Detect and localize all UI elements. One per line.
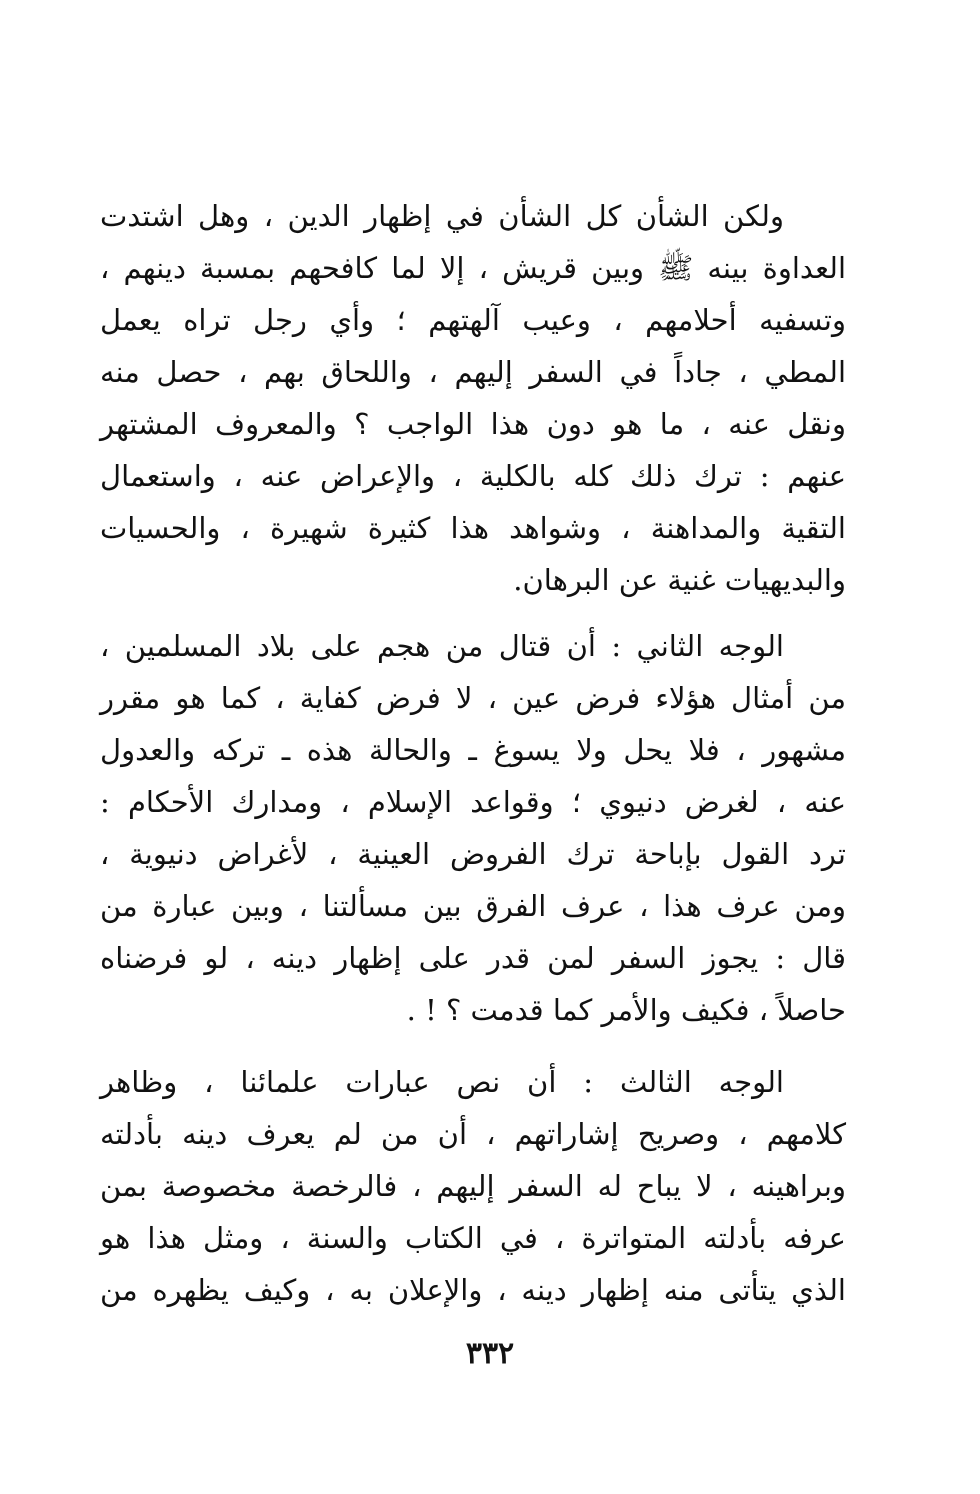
page-number: ٣٣٢	[465, 1336, 515, 1371]
paragraph-line: ترد القول بإباحة ترك الفروض العينية ، لأغراض دنيوية ،	[100, 837, 846, 871]
paragraph-line: ولكن الشأن كل الشأن في إظهار الدين ، وهل اشتدت	[100, 199, 784, 233]
paragraph-line: العداوة بينه ﷺ وبين قريش ، إلا لما كافحهم بمسبة دينهم ،	[100, 251, 846, 285]
paragraph-line: والبديهيات غنية عن البرهان.	[513, 563, 846, 597]
paragraph-line: عنه ، لغرض دنيوي ؛ وقواعد الإسلام ، ومدارك الأحكام :	[100, 785, 846, 819]
paragraph-line: ومن عرف هذا ، عرف الفرق بين مسألتنا ، وبين عبارة من	[100, 889, 846, 923]
paragraph-line: مشهور ، فلا يحل ولا يسوغ ـ والحالة هذه ـ تركه والعدول	[100, 733, 846, 767]
paragraph-line: وبراهينه ، لا يباح له السفر إليهم ، فالرخصة مخصوصة بمن	[100, 1169, 846, 1203]
paragraph-line: من أمثال هؤلاء فرض عين ، لا فرض كفاية ، كما هو مقرر	[100, 681, 846, 715]
paragraph-line: ونقل عنه ، ما هو دون هذا الواجب ؟ والمعروف المشتهر	[100, 407, 846, 441]
paragraph-2	[100, 620, 846, 1036]
paragraph-line: الوجه الثاني : أن قتال من هجم على بلاد المسلمين ،	[100, 629, 784, 663]
paragraph-line: قال : يجوز السفر لمن قدر على إظهار دينه ، لو فرضناه	[100, 941, 846, 975]
paragraph-line: المطي ، جاداً في السفر إليهم ، واللحاق بهم ، حصل منه	[100, 355, 846, 389]
paragraph-line: التقية والمداهنة ، وشواهد هذا كثيرة شهيرة ، والحسيات	[100, 511, 846, 545]
paragraph-3	[100, 1056, 846, 1316]
paragraph-1	[100, 190, 846, 606]
paragraph-line: عنهم : ترك ذلك كله بالكلية ، والإعراض عنه ، واستعمال	[100, 459, 846, 493]
paragraph-line: عرفه بأدلته المتواترة ، في الكتاب والسنة ، ومثل هذا هو	[100, 1221, 846, 1255]
paragraph-line: الوجه الثالث : أن نص عبارات علمائنا ، وظاهر	[100, 1065, 784, 1099]
paragraph-line: كلامهم ، وصريح إشاراتهم ، أن من لم يعرف دينه بأدلته	[100, 1117, 846, 1151]
paragraph-line: وتسفيه أحلامهم ، وعيب آلهتهم ؛ وأي رجل تراه يعمل	[100, 303, 846, 337]
paragraph-line: الذي يتأتى منه إظهار دينه ، والإعلان به ، وكيف يظهره من	[100, 1273, 846, 1307]
paragraph-line: حاصلاً ، فكيف والأمر كما قدمت ؟ ! .	[406, 993, 846, 1027]
